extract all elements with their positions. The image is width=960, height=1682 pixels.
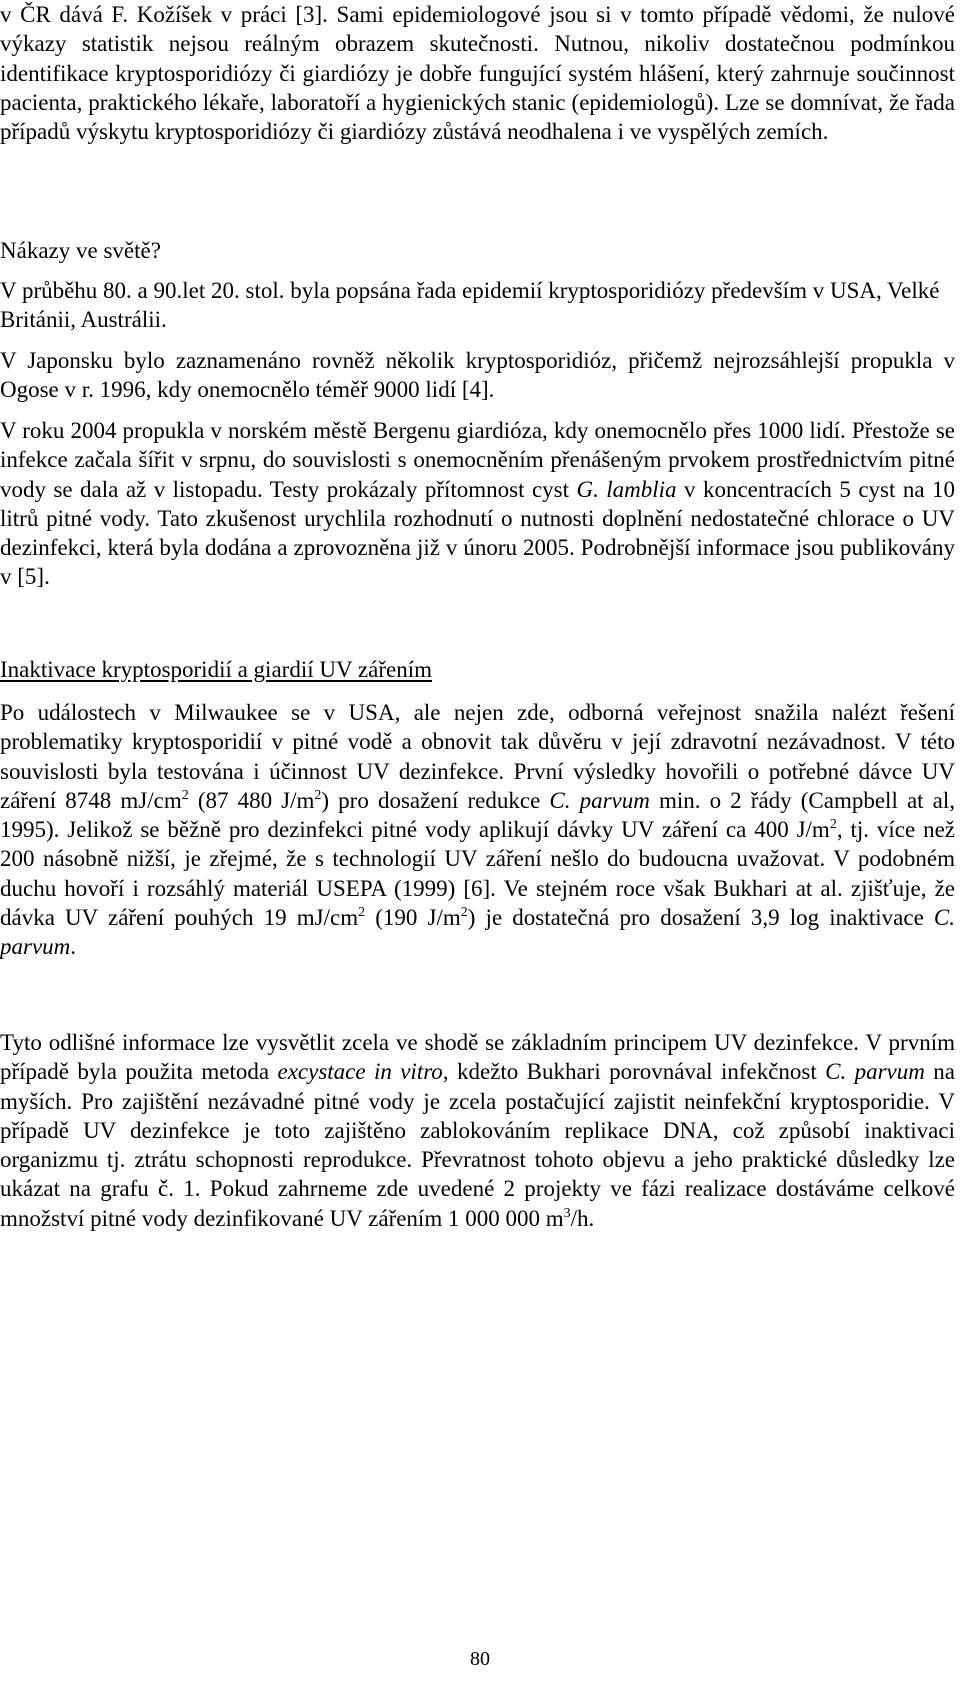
superscript-exponent: 2 bbox=[829, 817, 837, 833]
paragraph-world-epidemics bbox=[0, 276, 955, 335]
species-name-g-lamblia: G. lamblia bbox=[576, 476, 677, 502]
heading-uv-inactivation: Inaktivace kryptosporidií a giardií UV zářením bbox=[0, 657, 432, 682]
superscript-exponent: 2 bbox=[314, 787, 322, 803]
uv-dose-value-2: 19 mJ/cm bbox=[263, 905, 359, 931]
paragraph-uv-explanation-text-4: /h. bbox=[570, 1205, 595, 1231]
uv-dose-value-1: 8748 mJ/cm bbox=[65, 787, 182, 813]
paragraph-intro-text: v ČR dává F. Kožíšek v práci [3]. Sami epidemiologové jsou si v tomto případě vědomi, že nulové výkazy statistik nejsou reálným obrazem skutečnosti. Nutnou, nikoliv dostatečnou podmínkou identifikace kryptosporidiózy či giardiózy je dobře fungující systém hlášení, který zahrnuje součinnost pacienta, praktického lékaře, laboratoří a hygienických stanic (epidemiologů). Lze se domnívat, že řada případů výskytu kryptosporidiózy či giardiózy zůstává neodhalena i ve vyspělých zemích. bbox=[0, 2, 955, 145]
paragraph-japan-text: V Japonsku bylo zaznamenáno rovněž několik kryptosporidióz, přičemž nejrozsáhlejší propukla v Ogose v r. 1996, kdy onemocnělo téměř 9000 lidí [4]. bbox=[0, 348, 955, 403]
paragraph-bergen-text-1: V roku 2004 propukla v norském městě Bergenu giardióza, kdy onemocnělo přes 1000 lidí. Přestože se infekce začala šířit v srpnu, do souvislosti s onemocněním přenášeným prvokem prostřednictvím pitné vody se dala až v listopadu. Testy prokázaly přítomnost cyst bbox=[0, 418, 955, 502]
paragraph-intro bbox=[0, 0, 955, 146]
paragraph-uv-history bbox=[0, 698, 955, 962]
species-name-c-parvum: C. parvum bbox=[825, 1059, 925, 1085]
superscript-exponent: 3 bbox=[563, 1205, 571, 1221]
superscript-exponent: 2 bbox=[358, 905, 366, 921]
heading-world-infections: Nákazy ve světě? bbox=[0, 238, 161, 263]
paragraph-uv-explanation bbox=[0, 1028, 955, 1233]
uv-dose-value-1-alt: (87 480 J/m bbox=[188, 787, 315, 813]
method-name-excystation: excystace in vitro bbox=[277, 1059, 443, 1085]
superscript-exponent: 2 bbox=[460, 905, 468, 921]
paragraph-uv-history-text-6: . bbox=[70, 934, 77, 960]
paragraph-bergen bbox=[0, 416, 955, 592]
paragraph-japan bbox=[0, 346, 955, 405]
uv-dose-value-2-alt: (190 J/m bbox=[365, 905, 461, 931]
paragraph-uv-history-text-3: min. o 2 řády (Campbell at al, 1995). Jelikož se běžně pro dezinfekci pitné vody aplikují dávky UV záření ca 400 J/m bbox=[0, 787, 955, 843]
paragraph-world-text: V průběhu 80. a 90.let 20. stol. byla popsána řada epidemií kryptosporidiózy především v USA, Velké Británii, Austrálii. bbox=[0, 278, 940, 333]
paragraph-uv-explanation-text-3: na myších. Pro zajištění nezávadné pitné vody je zcela postačující zajistit neinfekční kryptosporidie. V případě UV dezinfekce je toto zajištěno zablokováním replikace DNA, což způsobí inaktivaci organizmu tj. ztrátu schopnosti reprodukce. Převratnost tohoto objevu a jeho praktické důsledky lze ukázat na grafu č. 1. Pokud zahrneme zde uvedené 2 projekty ve fázi realizace dostáváme celkové množství pitné vody dezinfikované UV zářením 1 000 000 m bbox=[0, 1059, 955, 1231]
superscript-exponent: 2 bbox=[181, 787, 189, 803]
paragraph-uv-explanation-text-2: , kdežto Bukhari porovnával infekčnost bbox=[442, 1059, 826, 1085]
paragraph-uv-history-text-5: ) je dostatečná pro dosažení 3,9 log inaktivace bbox=[467, 905, 934, 931]
paragraph-uv-history-text-1: Po událostech v Milwaukee se v USA, ale nejen zde, odborná veřejnost snažila nalézt řešení problematiky kryptosporidií v pitné vodě a obnovit tak důvěru v její zdravotní nezávadnost. V této souvislosti byla testována i účinnost UV dezinfekce. První výsledky hovořili o potřebné dávce UV záření bbox=[0, 700, 955, 813]
species-name-c-parvum: C. parvum bbox=[0, 905, 956, 960]
page-number: 80 bbox=[470, 1648, 490, 1670]
paragraph-uv-explanation-text-1: Tyto odlišné informace lze vysvětlit zcela ve shodě se základním principem UV dezinfekce. V prvním případě byla použita metoda bbox=[0, 1030, 955, 1085]
paragraph-bergen-text-2: v koncentracích 5 cyst na 10 litrů pitné vody. Tato zkušenost urychlila rozhodnutí o nutnosti doplnění nedostatečné chlorace o UV dezinfekci, která byla dodána a zprovozněna již v únoru 2005. Podrobnější informace jsou publikovány v [5]. bbox=[0, 476, 955, 590]
species-name-c-parvum: C. parvum bbox=[549, 787, 650, 813]
paragraph-uv-history-text-2: ) pro dosažení redukce bbox=[321, 787, 550, 813]
paragraph-uv-history-text-4: , tj. více než 200 násobně nižší, je zřejmé, že s technologií UV záření nešlo do budoucna uvažovat. V podobném duchu hovoří i rozsáhlý materiál USEPA (1999) [6]. Ve stejném roce však Bukhari at al. zjišťuje, že dávka UV záření pouhých bbox=[0, 817, 955, 931]
